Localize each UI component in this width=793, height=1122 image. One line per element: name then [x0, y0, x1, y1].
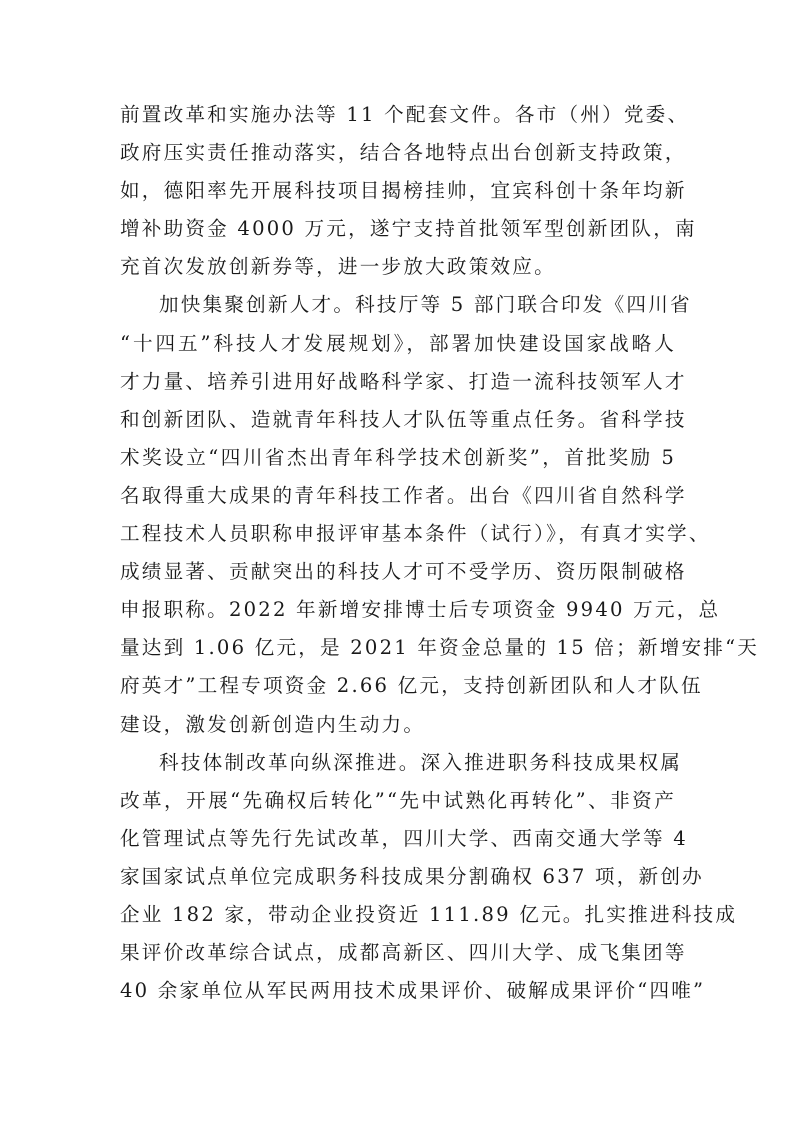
paragraph-sci-tech-reform	[120, 744, 738, 1011]
text-line: 加快集聚创新人才。科技厅等 5 部门联合印发《四川省	[159, 293, 692, 317]
document-page	[120, 96, 760, 1010]
text-line: 企业 182 家，带动企业投资近 111.89 亿元。扎实推进科技成	[120, 902, 738, 926]
text-line: 申报职称。2022 年新增安排博士后专项资金 9940 万元，总	[120, 598, 721, 622]
text-line: 增补助资金 4000 万元，遂宁支持首批领军型创新团队，南	[120, 217, 697, 241]
text-line: 如，德阳率先开展科技项目揭榜挂帅，宜宾科创十条年均新	[120, 179, 687, 203]
text-line: 改革，开展“先确权后转化”“先中试熟化再转化”、非资产	[120, 788, 676, 812]
text-line: 成绩显著、贡献突出的科技人才可不受学历、资历限制破格	[120, 560, 687, 584]
text-line: 家国家试点单位完成职务科技成果分割确权 637 项，新创办	[120, 864, 704, 888]
text-line: 府英才”工程专项资金 2.66 亿元，支持创新团队和人才队伍	[120, 674, 703, 698]
text-line: 工程技术人员职称申报评审基本条件（试行）》，有真才实学、	[120, 522, 711, 546]
text-line: 建设，激发创新创造内生动力。	[120, 712, 426, 736]
text-line: “十四五”科技人才发展规划》，部署加快建设国家战略人	[120, 331, 676, 355]
text-line: 果评价改革综合试点，成都高新区、四川大学、成飞集团等	[120, 941, 687, 965]
paragraph-policy-implementation	[120, 96, 697, 286]
text-line: 科技体制改革向纵深推进。深入推进职务科技成果权属	[159, 750, 683, 774]
text-line: 前置改革和实施办法等 11 个配套文件。各市（州）党委、	[120, 103, 690, 126]
text-line: 40 余家单位从军民两用技术成果评价、破解成果评价“四唯”	[120, 979, 706, 1003]
text-line: 名取得重大成果的青年科技工作者。出台《四川省自然科学	[120, 483, 687, 507]
text-line: 术奖设立“四川省杰出青年科学技术创新奖”，首批奖励 5	[120, 445, 676, 469]
text-line: 政府压实责任推动落实，结合各地特点出台创新支持政策，	[120, 141, 687, 165]
text-line: 和创新团队、造就青年科技人才队伍等重点任务。省科学技	[120, 407, 687, 431]
text-line: 化管理试点等先行先试改革，四川大学、西南交通大学等 4	[120, 826, 688, 850]
paragraph-innovation-talent	[120, 286, 760, 743]
text-line: 才力量、培养引进用好战略科学家、打造一流科技领军人才	[120, 369, 687, 393]
text-line: 充首次发放创新券等，进一步放大政策效应。	[120, 255, 556, 279]
text-line: 量达到 1.06 亿元，是 2021 年资金总量的 15 倍；新增安排“天	[120, 636, 760, 660]
